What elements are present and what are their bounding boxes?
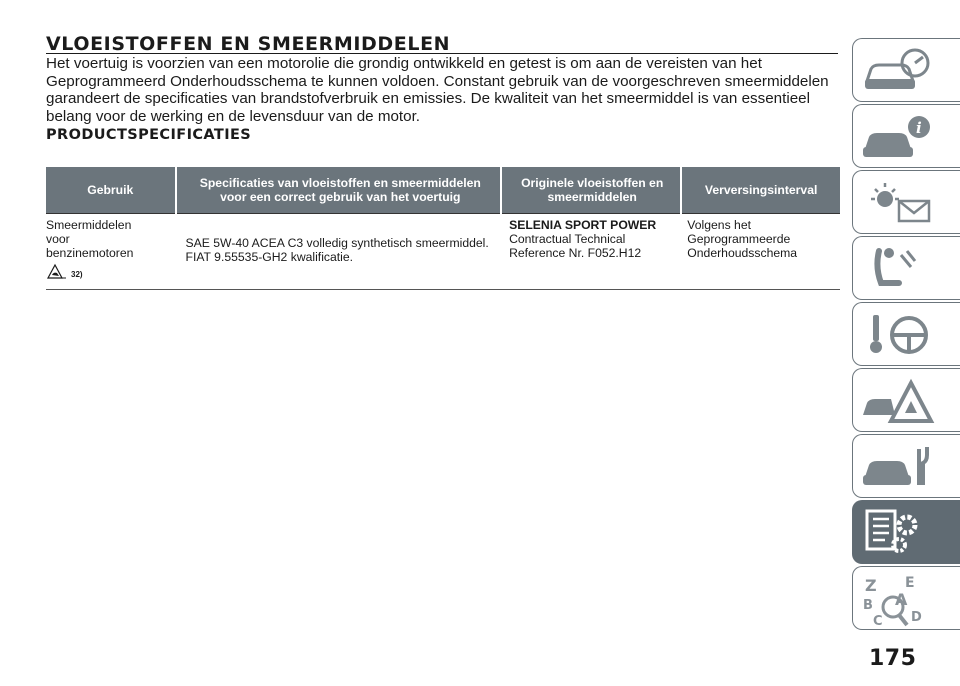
table-row — [46, 214, 840, 290]
car-maintenance-tools-icon — [861, 441, 941, 493]
product-name: SELENIA SPORT POWER — [509, 218, 657, 232]
interval-line: Geprogrammeerde — [687, 231, 791, 246]
header-original-fluids: Originele vloeistoffen en smeermiddelen — [501, 167, 681, 214]
warning-reference[interactable] — [46, 262, 83, 279]
svg-text:B: B — [863, 598, 873, 613]
key-steering-wheel-icon — [861, 309, 941, 361]
cell-original-product — [501, 214, 681, 290]
product-line: Reference Nr. F052.H12 — [509, 245, 642, 260]
svg-text:C: C — [873, 614, 883, 629]
emergency-triangle-car-icon — [861, 375, 941, 427]
spec-line: SAE 5W-40 ACEA C3 volledig synthetisch smeermiddel. — [185, 236, 489, 251]
cell-usage — [46, 214, 176, 290]
header-usage: Gebruik — [46, 167, 176, 214]
car-info-icon — [861, 111, 941, 163]
tab-technical-data[interactable] — [852, 500, 960, 564]
usage-line: benzinemotoren — [46, 245, 134, 260]
svg-text:i: i — [916, 119, 922, 137]
alphabetical-index-icon — [861, 573, 941, 629]
tab-emergency[interactable] — [852, 368, 960, 432]
seat-airbag-icon — [861, 243, 941, 295]
usage-line: voor — [46, 231, 70, 246]
table-header-row — [46, 167, 840, 214]
page-number: 175 — [869, 646, 917, 671]
section-title: VLOEISTOFFEN EN SMEERMIDDELEN — [46, 33, 451, 55]
product-spec-table — [46, 167, 840, 290]
tab-safety[interactable] — [852, 236, 960, 300]
warning-triangle-icon — [46, 262, 70, 279]
header-specifications: Specificaties van vloeistoffen en smeermiddelen voor een correct gebruik van het voertuig — [176, 167, 502, 214]
tab-info[interactable] — [852, 104, 960, 168]
tab-index[interactable] — [852, 566, 960, 630]
warning-lights-message-icon — [861, 177, 941, 229]
tab-starting-driving[interactable] — [852, 302, 960, 366]
interval-line: Onderhoudsschema — [687, 245, 798, 260]
usage-line: Smeermiddelen — [46, 218, 132, 232]
tab-dashboard[interactable] — [852, 38, 960, 102]
tab-warning-lights[interactable] — [852, 170, 960, 234]
svg-text:D: D — [911, 610, 922, 625]
subsection-title: PRODUCTSPECIFICATIES — [46, 127, 252, 143]
svg-text:Z: Z — [865, 576, 877, 595]
spec-line: FIAT 9.55535-GH2 kwalificatie. — [185, 250, 354, 265]
cell-specification — [176, 214, 502, 290]
svg-text:A: A — [895, 590, 908, 609]
header-change-interval: Verversingsinterval — [681, 167, 840, 214]
cell-interval — [681, 214, 840, 290]
warning-ref-number: 32) — [71, 270, 83, 280]
intro-paragraph: Het voertuig is voorzien van een motorolie die grondig ontwikkeld en getest is om aan de vereisten van het Geprogrammeerd Onderhoudsschema te kunnen voldoen. Constant gebruik van de voorgeschreven smeermiddelen garandeert de specificaties van brandstofverbruik en emissies. De kwaliteit van het smeermiddel is van essentieel belang voor de werking en de levensduur van de motor. — [46, 55, 829, 125]
interval-line: Volgens het — [687, 218, 751, 232]
svg-text:E: E — [905, 575, 915, 591]
technical-data-gear-icon — [861, 507, 941, 559]
title-underline — [46, 53, 838, 54]
product-line: Contractual Technical — [509, 231, 626, 246]
car-dashboard-icon — [861, 45, 941, 97]
tab-maintenance[interactable] — [852, 434, 960, 498]
